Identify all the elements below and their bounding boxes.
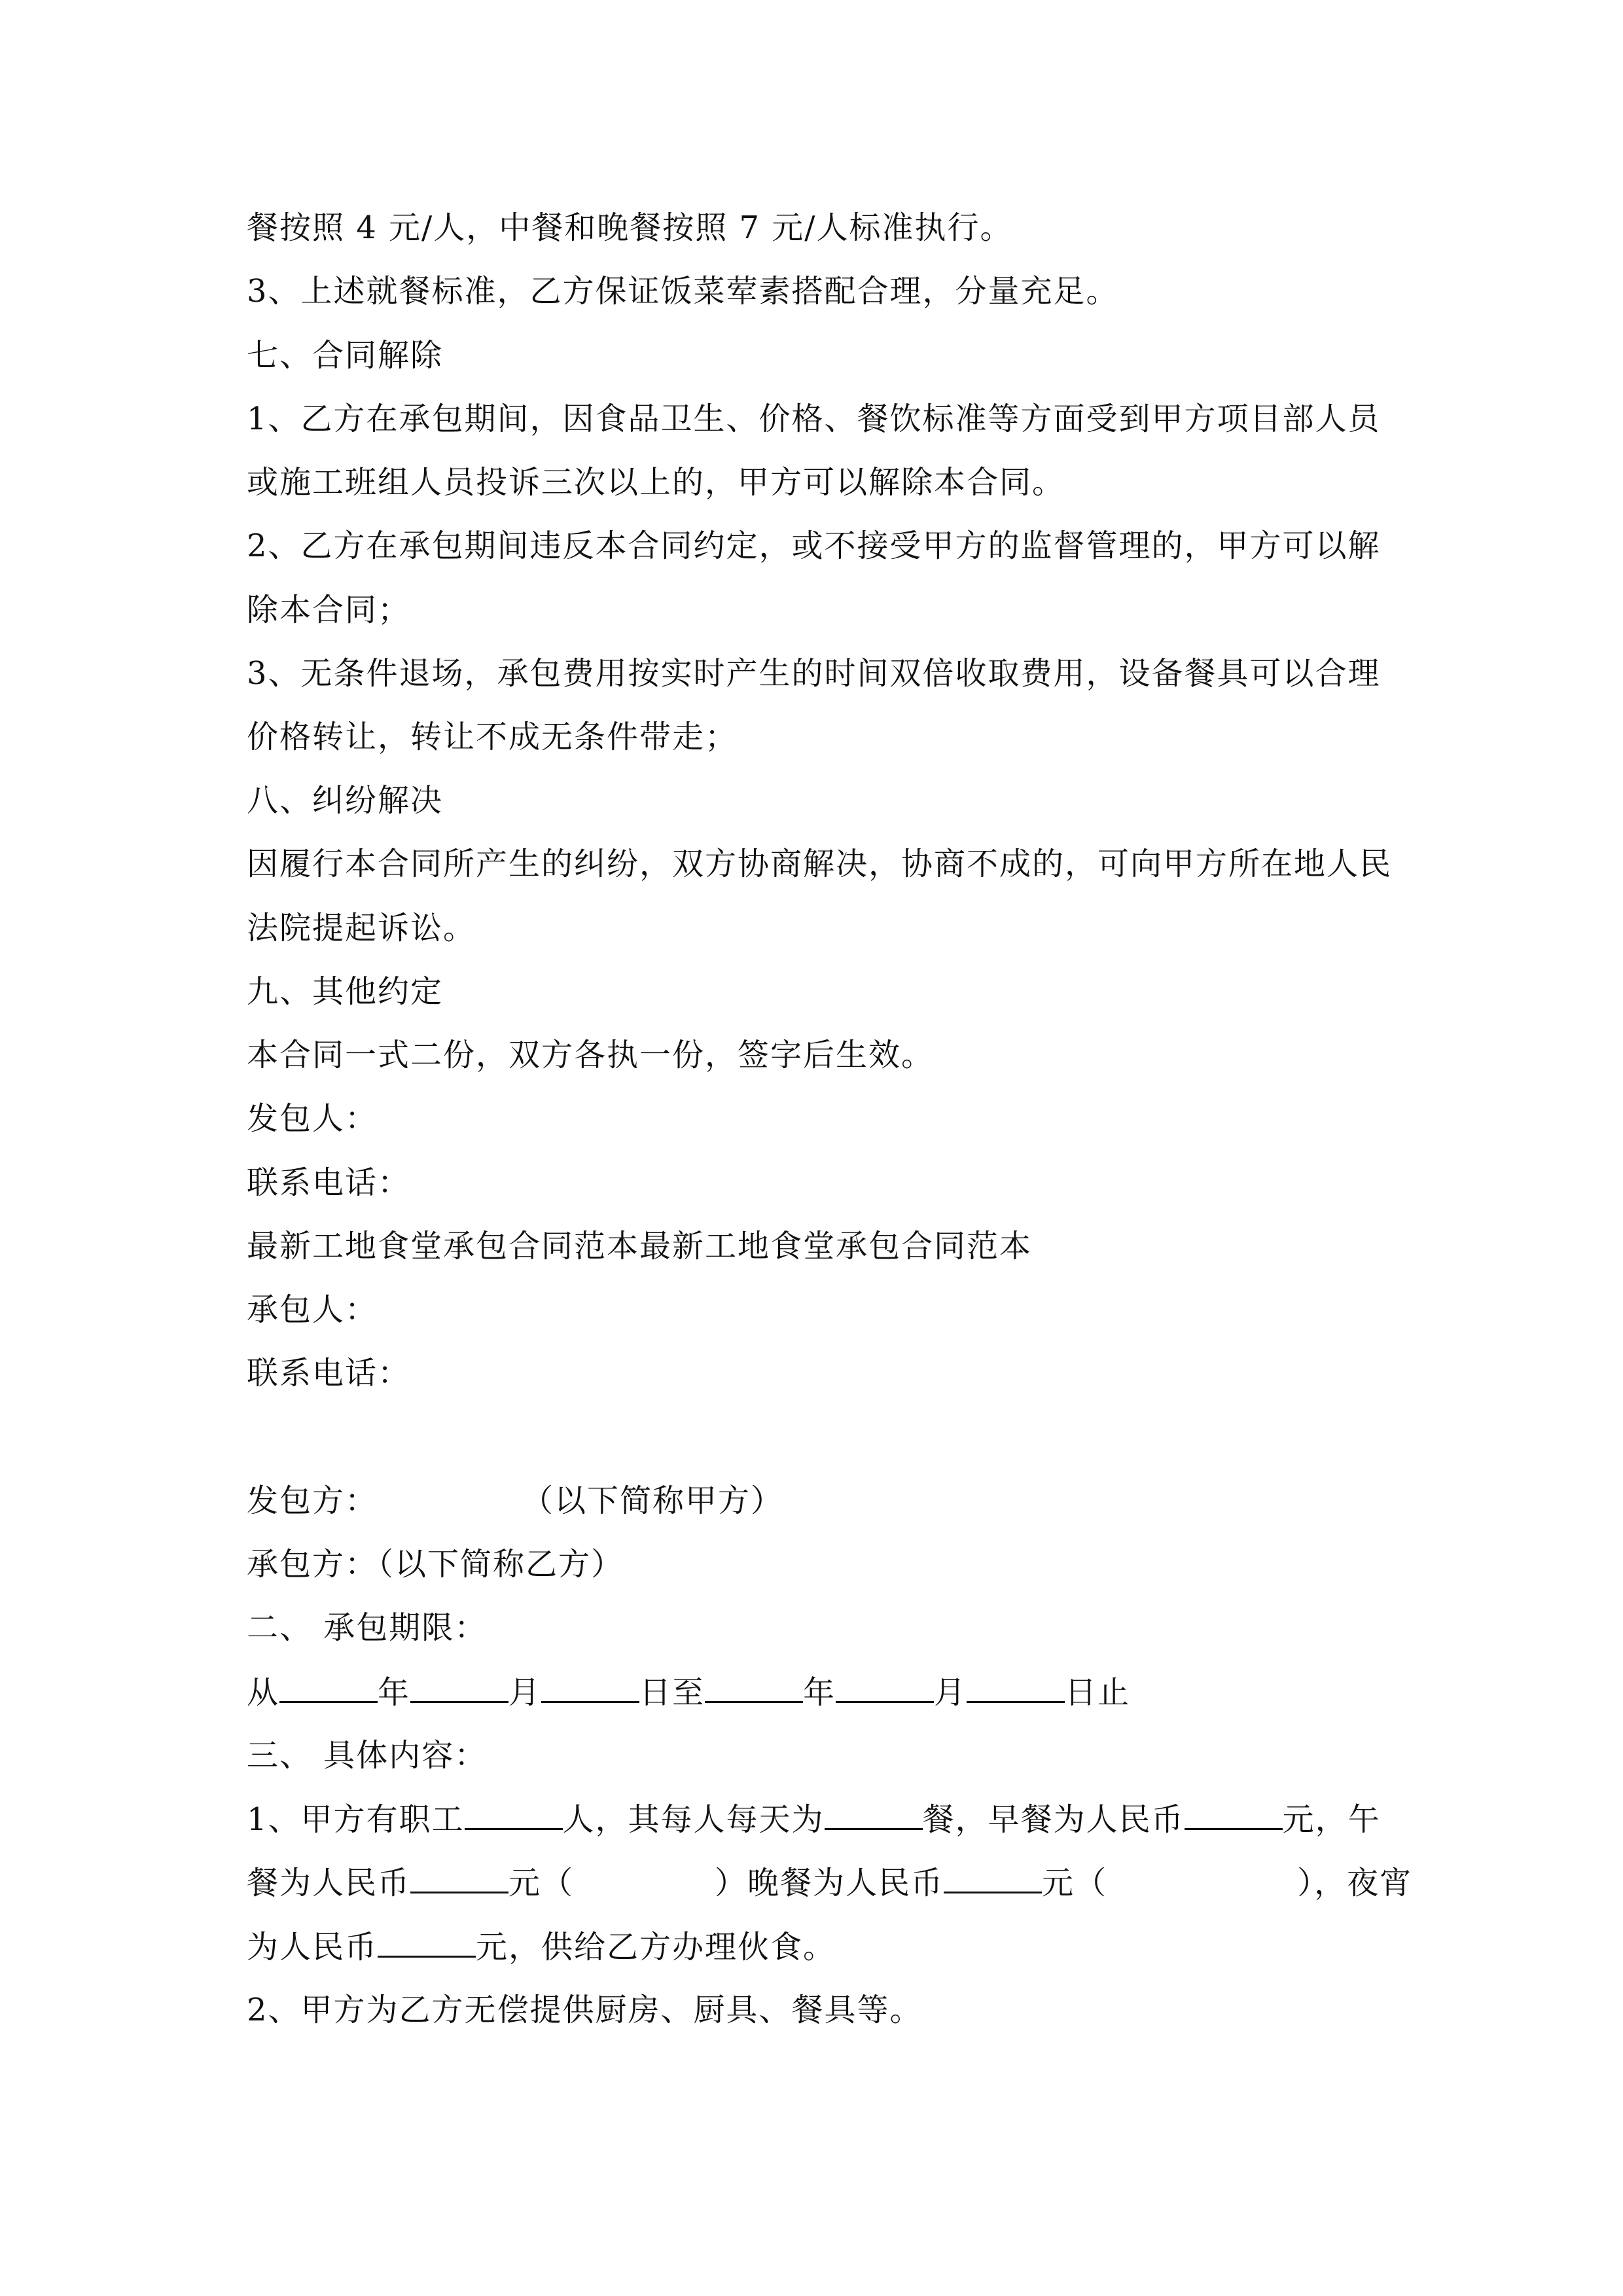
blank-field [825, 1799, 923, 1830]
period-year: 年 [803, 1674, 836, 1711]
text-line: 除本合同； [247, 592, 411, 628]
blank-field [465, 1799, 563, 1830]
document-title: 最新工地食堂承包合同范本最新工地食堂承包合同范本 [247, 1228, 1033, 1265]
period-month: 月 [508, 1674, 542, 1711]
item-text: 餐为人民币 [247, 1865, 411, 1901]
party-b-line: 承包方：（以下简称乙方） [247, 1546, 624, 1583]
blank-field [410, 1863, 508, 1893]
item-text: 元（ [508, 1865, 575, 1901]
blank-field [705, 1672, 803, 1703]
text-line: 餐按照 4 元/人，中餐和晚餐按照 7 元/人标准执行。 [247, 209, 1013, 246]
signature-label: 发包人： [247, 1100, 378, 1137]
section-heading: 八、纠纷解决 [247, 782, 444, 819]
blank-field [836, 1672, 934, 1703]
item-text: 餐，早餐为人民币 [922, 1801, 1185, 1838]
item1-line-a [247, 1799, 1381, 1839]
item-text: 元（ [1042, 1865, 1108, 1901]
party-a-suffix: （以下简称甲方） [522, 1482, 784, 1519]
period-year: 年 [378, 1674, 411, 1711]
text-line: 3、上述就餐标准，乙方保证饭菜荤素搭配合理，分量充足。 [247, 273, 1119, 310]
item-text: 人，其每人每天为 [562, 1801, 825, 1838]
party-a-label: 发包方： [247, 1482, 378, 1519]
period-day-to: 日至 [639, 1674, 705, 1711]
blank-field [410, 1672, 508, 1703]
section-heading: 三、 具体内容： [247, 1737, 488, 1774]
text-line: 1、乙方在承包期间，因食品卫生、价格、餐饮标准等方面受到甲方项目部人员 [247, 401, 1381, 437]
contact-label: 联系电话： [247, 1164, 411, 1201]
period-line [247, 1672, 1130, 1712]
text-line: 本合同一式二份，双方各执一份，签字后生效。 [247, 1037, 935, 1073]
section-heading: 七、合同解除 [247, 337, 444, 374]
item2-line: 2、甲方为乙方无偿提供厨房、厨具、餐具等。 [247, 1992, 923, 2028]
item-text: ），夜宵 [1297, 1865, 1413, 1901]
text-line: 因履行本合同所产生的纠纷，双方协商解决，协商不成的，可向甲方所在地人民 [247, 846, 1393, 882]
blank-field [541, 1672, 639, 1703]
item-text: ）晚餐为人民币 [715, 1865, 944, 1901]
text-line: 价格转让，转让不成无条件带走； [247, 719, 738, 755]
blank-field [944, 1863, 1042, 1893]
period-day-end: 日止 [1065, 1674, 1131, 1711]
section-heading: 二、 承包期限： [247, 1609, 488, 1646]
party-a-line [247, 1481, 783, 1520]
text-line: 或施工班组人员投诉三次以上的，甲方可以解除本合同。 [247, 464, 1065, 501]
signature-label: 承包人： [247, 1291, 378, 1328]
section-heading: 九、其他约定 [247, 973, 444, 1010]
blank-field [1185, 1799, 1283, 1830]
period-month: 月 [934, 1674, 967, 1711]
item-text: 元，午 [1282, 1801, 1381, 1838]
contact-label: 联系电话： [247, 1355, 411, 1391]
text-line: 2、乙方在承包期间违反本合同约定，或不接受甲方的监督管理的，甲方可以解 [247, 528, 1381, 564]
period-from: 从 [247, 1674, 280, 1711]
blank-field [279, 1672, 378, 1703]
blank-field [378, 1927, 476, 1958]
text-line: 3、无条件退场，承包费用按实时产生的时间双倍收取费用，设备餐具可以合理 [247, 655, 1381, 692]
text-line: 法院提起诉讼。 [247, 910, 476, 946]
item-text: 为人民币 [247, 1929, 378, 1965]
item1-line-b [247, 1863, 1412, 1903]
item1-line-c [247, 1927, 836, 1967]
item-text: 1、甲方有职工 [247, 1801, 465, 1838]
blank-field [967, 1672, 1065, 1703]
item-text: 元，供给乙方办理伙食。 [476, 1929, 836, 1965]
